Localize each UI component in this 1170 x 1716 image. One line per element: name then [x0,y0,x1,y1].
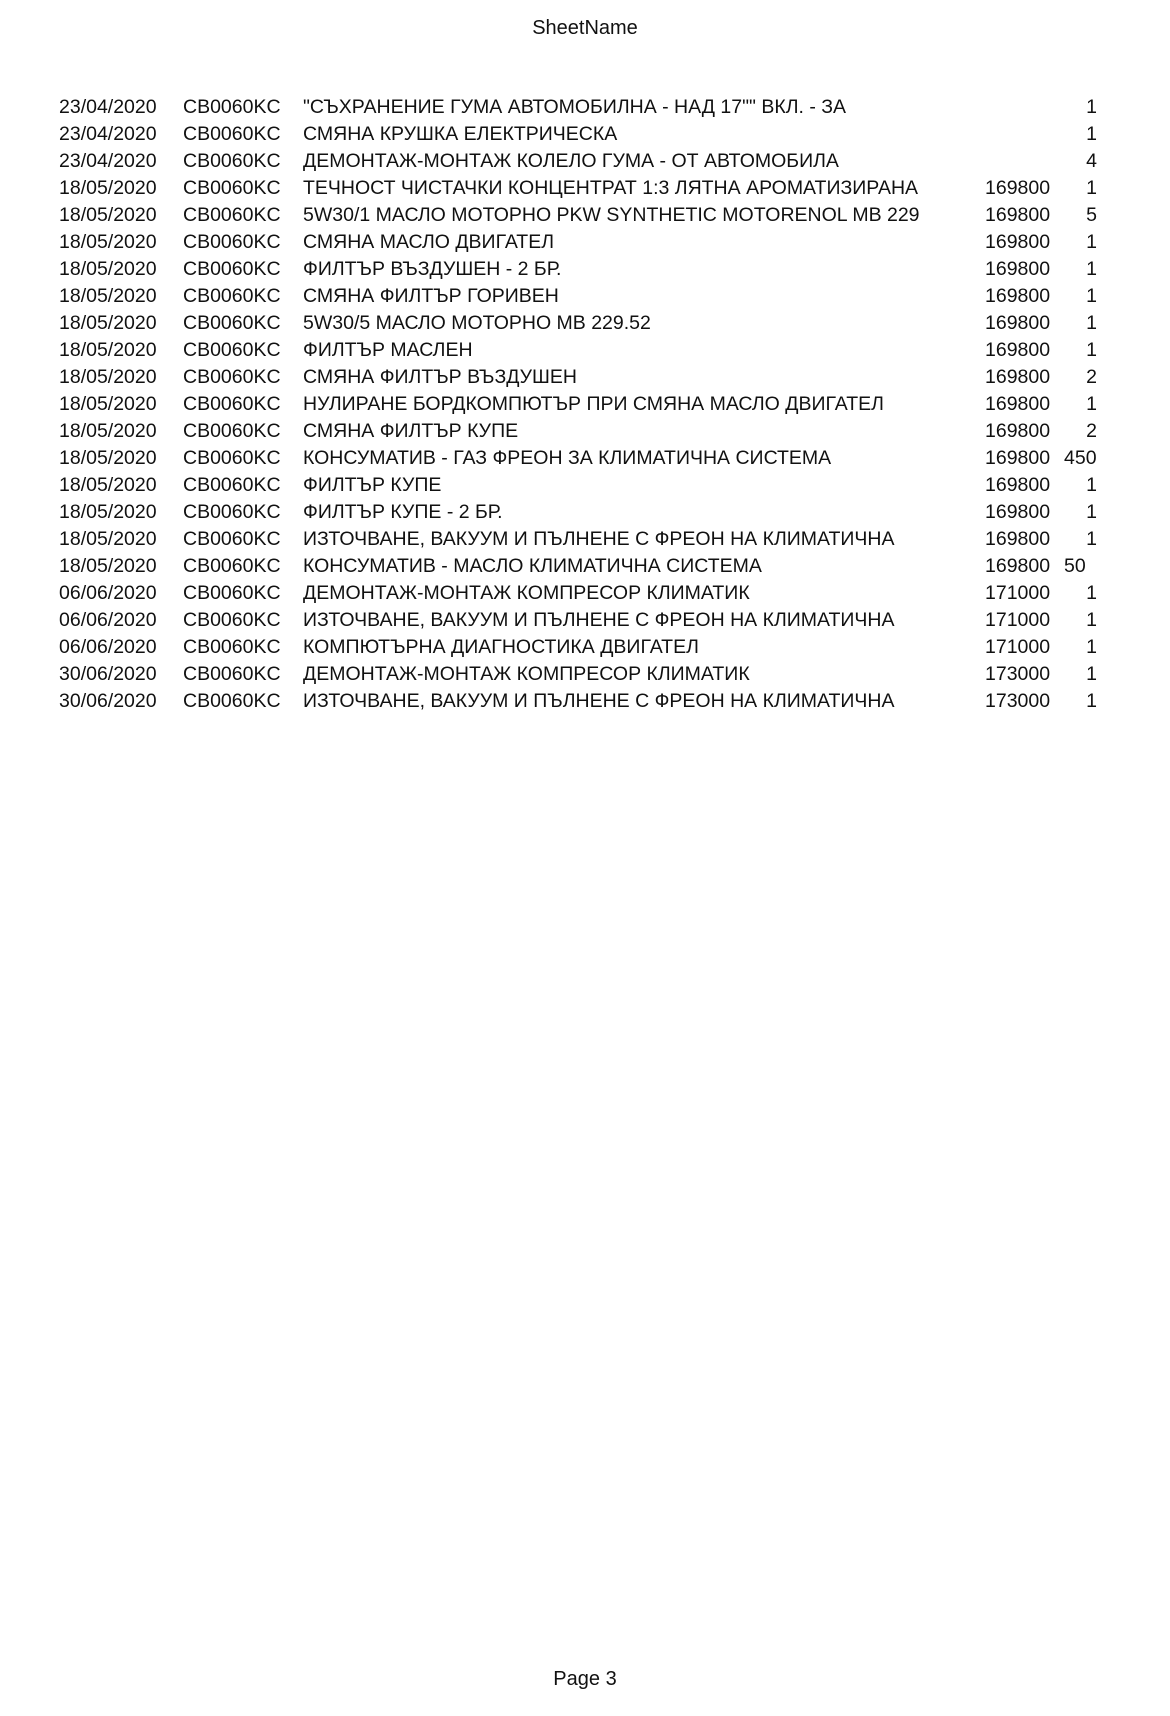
table-row [0,230,1170,257]
description-cell: СМЯНА КРУШКА ЕЛЕКТРИЧЕСКА [303,123,618,145]
quantity-cell: 1 [1086,258,1097,280]
number-cell: 169800 [985,555,1051,577]
table-row [0,473,1170,500]
code-cell: CB0060KC [183,663,281,685]
date-cell: 06/06/2020 [59,582,157,604]
number-cell: 169800 [985,231,1051,253]
description-cell: ДЕМОНТАЖ-МОНТАЖ КОЛЕЛО ГУМА - ОТ АВТОМОБИЛА [303,150,839,172]
number-cell: 169800 [985,258,1051,280]
description-cell: "СЪХРАНЕНИЕ ГУМА АВТОМОБИЛНА - НАД 17"" ВКЛ. - ЗА [303,96,847,118]
code-cell: CB0060KC [183,285,281,307]
number-cell: 169800 [985,177,1051,199]
date-cell: 23/04/2020 [59,123,157,145]
table-row [0,689,1170,716]
quantity-cell: 4 [1086,150,1097,172]
data-table [0,95,1170,716]
code-cell: CB0060KC [183,555,281,577]
description-cell: ФИЛТЪР КУПЕ - 2 БР. [303,501,503,523]
table-row [0,554,1170,581]
number-cell: 169800 [985,447,1051,469]
sheet-name-header: SheetName [532,17,638,39]
quantity-cell: 1 [1086,474,1097,496]
date-cell: 18/05/2020 [59,312,157,334]
code-cell: CB0060KC [183,447,281,469]
date-cell: 23/04/2020 [59,96,157,118]
quantity-cell: 1 [1086,690,1097,712]
table-row [0,257,1170,284]
table-row [0,203,1170,230]
description-cell: КОНСУМАТИВ - ГАЗ ФРЕОН ЗА КЛИМАТИЧНА СИСТЕМА [303,447,832,469]
date-cell: 18/05/2020 [59,339,157,361]
quantity-cell: 1 [1086,96,1097,118]
quantity-cell: 1 [1086,663,1097,685]
table-row [0,338,1170,365]
date-cell: 18/05/2020 [59,177,157,199]
code-cell: CB0060KC [183,258,281,280]
table-row [0,122,1170,149]
quantity-cell: 2 [1086,420,1097,442]
table-row [0,311,1170,338]
description-cell: 5W30/1 МАСЛО МОТОРНО PKW SYNTHETIC MOTORENOL MB 229 [303,204,920,226]
number-cell: 169800 [985,204,1051,226]
description-cell: СМЯНА МАСЛО ДВИГАТЕЛ [303,231,555,253]
table-row [0,392,1170,419]
number-cell: 169800 [985,420,1051,442]
code-cell: CB0060KC [183,636,281,658]
date-cell: 18/05/2020 [59,555,157,577]
date-cell: 18/05/2020 [59,474,157,496]
number-cell: 171000 [985,636,1051,658]
number-cell: 173000 [985,690,1051,712]
description-cell: ФИЛТЪР КУПЕ [303,474,442,496]
date-cell: 06/06/2020 [59,636,157,658]
table-row [0,446,1170,473]
number-cell: 169800 [985,474,1051,496]
date-cell: 30/06/2020 [59,690,157,712]
description-cell: ДЕМОНТАЖ-МОНТАЖ КОМПРЕСОР КЛИМАТИК [303,582,750,604]
description-cell: ДЕМОНТАЖ-МОНТАЖ КОМПРЕСОР КЛИМАТИК [303,663,750,685]
quantity-cell: 450 [1064,447,1097,469]
date-cell: 18/05/2020 [59,393,157,415]
quantity-cell: 1 [1086,312,1097,334]
date-cell: 18/05/2020 [59,285,157,307]
code-cell: CB0060KC [183,150,281,172]
table-row [0,527,1170,554]
quantity-cell: 1 [1086,636,1097,658]
number-cell: 169800 [985,285,1051,307]
description-cell: ИЗТОЧВАНЕ, ВАКУУМ И ПЪЛНЕНЕ С ФРЕОН НА КЛИМАТИЧНА [303,690,895,712]
code-cell: CB0060KC [183,231,281,253]
quantity-cell: 1 [1086,339,1097,361]
description-cell: КОМПЮТЪРНА ДИАГНОСТИКА ДВИГАТЕЛ [303,636,699,658]
date-cell: 18/05/2020 [59,501,157,523]
number-cell: 169800 [985,339,1051,361]
code-cell: CB0060KC [183,123,281,145]
quantity-cell: 1 [1086,285,1097,307]
date-cell: 18/05/2020 [59,366,157,388]
quantity-cell: 1 [1086,393,1097,415]
description-cell: ФИЛТЪР ВЪЗДУШЕН - 2 БР. [303,258,562,280]
quantity-cell: 1 [1086,609,1097,631]
number-cell: 171000 [985,609,1051,631]
table-row [0,149,1170,176]
table-row [0,176,1170,203]
description-cell: НУЛИРАНЕ БОРДКОМПЮТЪР ПРИ СМЯНА МАСЛО ДВИГАТЕЛ [303,393,884,415]
quantity-cell: 1 [1086,231,1097,253]
number-cell: 169800 [985,501,1051,523]
number-cell: 173000 [985,663,1051,685]
table-row [0,581,1170,608]
table-row [0,500,1170,527]
code-cell: CB0060KC [183,609,281,631]
code-cell: CB0060KC [183,366,281,388]
description-cell: ФИЛТЪР МАСЛЕН [303,339,473,361]
description-cell: СМЯНА ФИЛТЪР ГОРИВЕН [303,285,559,307]
code-cell: CB0060KC [183,690,281,712]
table-row [0,365,1170,392]
quantity-cell: 1 [1086,528,1097,550]
table-row [0,419,1170,446]
code-cell: CB0060KC [183,420,281,442]
quantity-cell: 1 [1086,123,1097,145]
number-cell: 169800 [985,312,1051,334]
number-cell: 169800 [985,528,1051,550]
date-cell: 18/05/2020 [59,528,157,550]
table-row [0,284,1170,311]
quantity-cell: 2 [1086,366,1097,388]
description-cell: СМЯНА ФИЛТЪР ВЪЗДУШЕН [303,366,577,388]
table-row [0,662,1170,689]
number-cell: 171000 [985,582,1051,604]
table-row [0,608,1170,635]
date-cell: 30/06/2020 [59,663,157,685]
number-cell: 169800 [985,393,1051,415]
date-cell: 06/06/2020 [59,609,157,631]
code-cell: CB0060KC [183,339,281,361]
quantity-cell: 5 [1086,204,1097,226]
date-cell: 18/05/2020 [59,420,157,442]
code-cell: CB0060KC [183,177,281,199]
code-cell: CB0060KC [183,393,281,415]
table-row [0,635,1170,662]
quantity-cell: 50 [1064,555,1086,577]
code-cell: CB0060KC [183,312,281,334]
quantity-cell: 1 [1086,582,1097,604]
code-cell: CB0060KC [183,501,281,523]
page-number-footer: Page 3 [553,1668,617,1690]
description-cell: СМЯНА ФИЛТЪР КУПЕ [303,420,519,442]
number-cell: 169800 [985,366,1051,388]
date-cell: 23/04/2020 [59,150,157,172]
quantity-cell: 1 [1086,501,1097,523]
table-row [0,95,1170,122]
date-cell: 18/05/2020 [59,204,157,226]
description-cell: КОНСУМАТИВ - МАСЛО КЛИМАТИЧНА СИСТЕМА [303,555,762,577]
date-cell: 18/05/2020 [59,447,157,469]
description-cell: ТЕЧНОСТ ЧИСТАЧКИ КОНЦЕНТРАТ 1:3 ЛЯТНА АРОМАТИЗИРАНА [303,177,919,199]
date-cell: 18/05/2020 [59,231,157,253]
quantity-cell: 1 [1086,177,1097,199]
description-cell: 5W30/5 МАСЛО МОТОРНО MB 229.52 [303,312,651,334]
code-cell: CB0060KC [183,96,281,118]
description-cell: ИЗТОЧВАНЕ, ВАКУУМ И ПЪЛНЕНЕ С ФРЕОН НА КЛИМАТИЧНА [303,528,895,550]
code-cell: CB0060KC [183,204,281,226]
code-cell: CB0060KC [183,582,281,604]
date-cell: 18/05/2020 [59,258,157,280]
code-cell: CB0060KC [183,528,281,550]
code-cell: CB0060KC [183,474,281,496]
description-cell: ИЗТОЧВАНЕ, ВАКУУМ И ПЪЛНЕНЕ С ФРЕОН НА КЛИМАТИЧНА [303,609,895,631]
